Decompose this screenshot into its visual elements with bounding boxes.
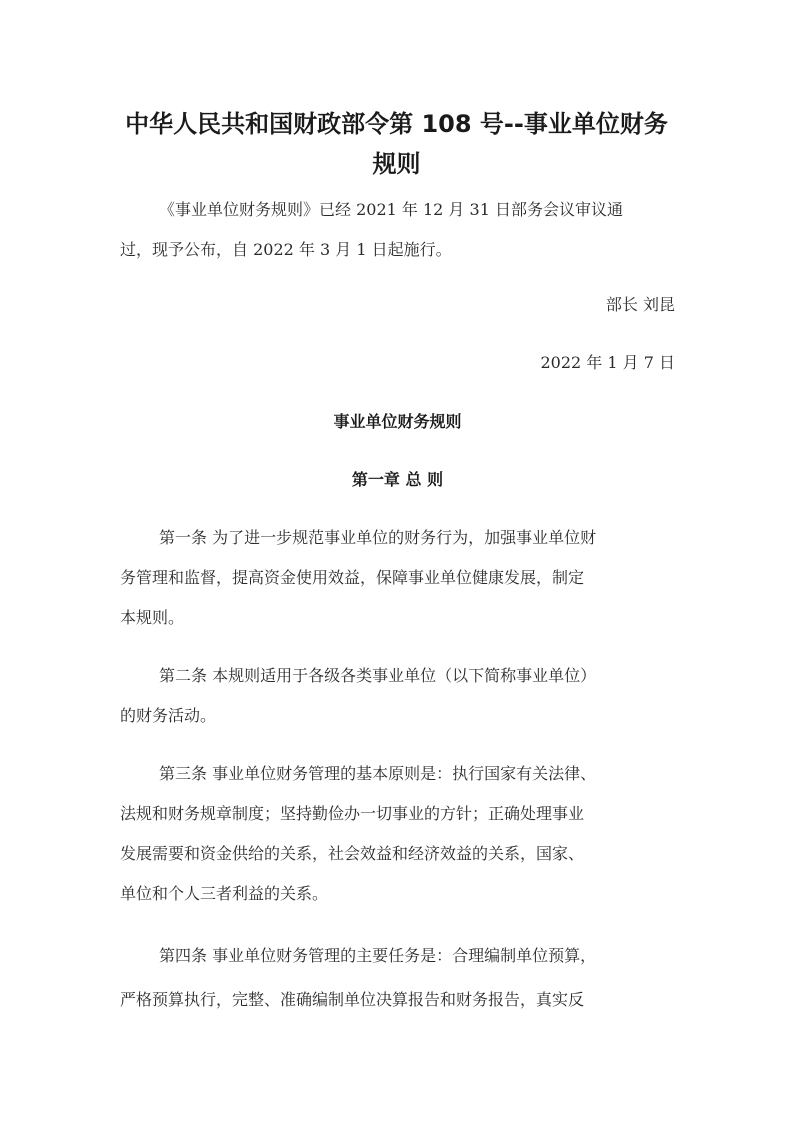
document-title-line2: 规则 bbox=[372, 150, 421, 178]
issue-date: 2022 年 1 月 7 日 bbox=[540, 353, 675, 372]
signature: 部长 刘昆 bbox=[605, 295, 675, 314]
chapter-title: 第一章 总 则 bbox=[351, 470, 444, 489]
article3-line-1: 第三条 事业单位财务管理的基本原则是：执行国家有关法律、 bbox=[159, 764, 597, 783]
article1-line-2: 务管理和监督，提高资金使用效益，保障事业单位健康发展，制定 bbox=[120, 568, 585, 587]
document-title-line1: 中华人民共和国财政部令第 108 号--事业单位财务 bbox=[125, 110, 668, 138]
article1-line-3: 本规则。 bbox=[120, 608, 185, 627]
article4-line-2: 严格预算执行，完整、准确编制单位决算报告和财务报告，真实反 bbox=[120, 990, 585, 1009]
article3-line-2: 法规和财务规章制度；坚持勤俭办一切事业的方针；正确处理事业 bbox=[120, 804, 585, 823]
rules-title: 事业单位财务规则 bbox=[333, 412, 462, 431]
article2-line-1: 第二条 本规则适用于各级各类事业单位（以下简称事业单位） bbox=[159, 666, 597, 685]
intro-line-1: 《事业单位财务规则》已经 2021 年 12 月 31 日部务会议审议通 bbox=[159, 200, 623, 219]
article1-line-1: 第一条 为了进一步规范事业单位的财务行为，加强事业单位财 bbox=[159, 528, 597, 547]
article4-line-1: 第四条 事业单位财务管理的主要任务是：合理编制单位预算， bbox=[159, 946, 597, 965]
intro-line-2: 过，现予公布，自 2022 年 3 月 1 日起施行。 bbox=[120, 240, 452, 259]
article3-line-4: 单位和个人三者利益的关系。 bbox=[120, 884, 329, 903]
article2-line-2: 的财务活动。 bbox=[120, 706, 217, 725]
article3-line-3: 发展需要和资金供给的关系，社会效益和经济效益的关系，国家、 bbox=[120, 844, 585, 863]
